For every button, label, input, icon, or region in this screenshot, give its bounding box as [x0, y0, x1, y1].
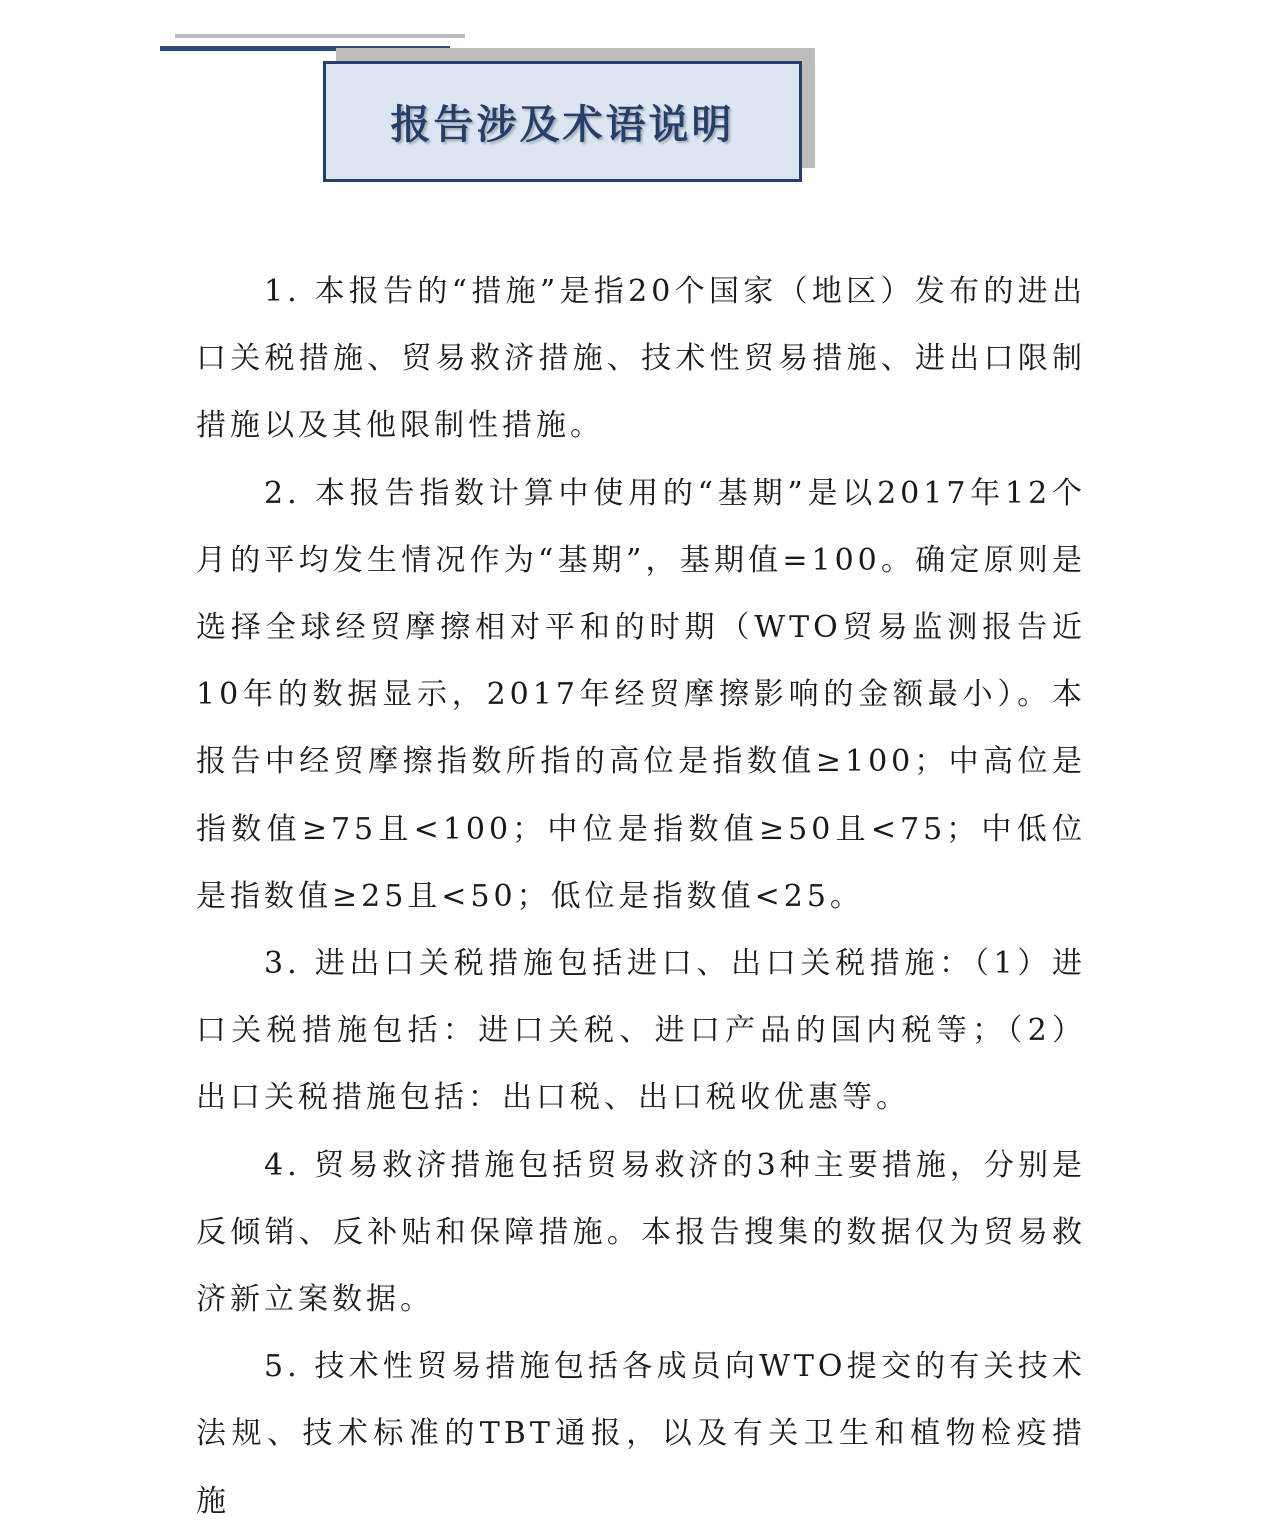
page-title: 报告涉及术语说明 — [390, 102, 735, 148]
term-paragraph-1: 1. 本报告的“措施”是指20个国家（地区）发布的进出口关税措施、贸易救济措施、技术性贸易措施、进出口限制措施以及其他限制性措施。 — [196, 274, 1086, 444]
decorative-line-light — [175, 34, 465, 38]
term-paragraph-2: 2. 本报告指数计算中使用的“基期”是以2017年12个月的平均发生情况作为“基期”，基期值=100。确定原则是选择全球经贸摩擦相对平和的时期（WTO贸易监测报告近10年的数据显示，2017年经贸摩擦影响的金额最小）。本报告中经贸摩擦指数所指的高位是指数值≥100；中高位是指数值≥75且<100；中位是指数值≥50且<75；中低位是指数值≥25且<50；低位是指数值<25。 — [196, 475, 1086, 914]
terms-content — [196, 258, 1086, 1535]
term-paragraph-5: 5. 技术性贸易措施包括各成员向WTO提交的有关技术法规、技术标准的TBT通报，以及有关卫生和植物检疫措施 — [196, 1349, 1086, 1519]
term-paragraph-3: 3. 进出口关税措施包括进口、出口关税措施：（1）进口关税措施包括：进口关税、进口产品的国内税等；（2）出口关税措施包括：出口税、出口税收优惠等。 — [196, 946, 1086, 1116]
title-box — [323, 61, 802, 182]
term-paragraph-4: 4. 贸易救济措施包括贸易救济的3种主要措施，分别是反倾销、反补贴和保障措施。本报告搜集的数据仅为贸易救济新立案数据。 — [196, 1147, 1086, 1318]
